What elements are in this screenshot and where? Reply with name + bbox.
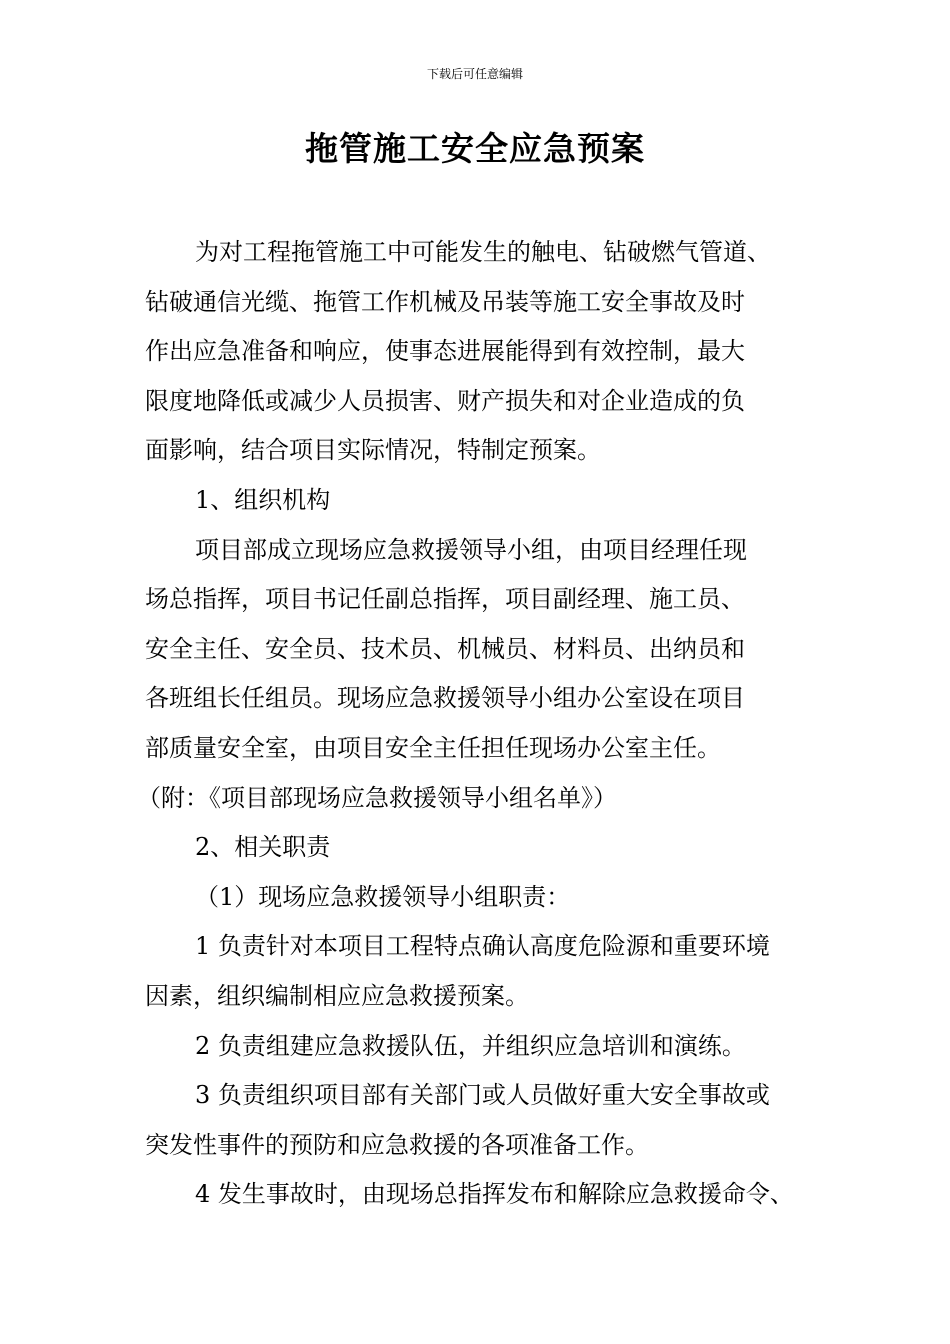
- section-2-heading: 2、相关职责: [195, 833, 331, 862]
- intro-line-3: 作出应急准备和响应，使事态进展能得到有效控制，最大: [145, 337, 745, 366]
- organization-paragraph: [137, 526, 825, 824]
- duty-1-line-1: 1 负责针对本项目工程特点确认高度危险源和重要环境: [195, 932, 770, 961]
- document-title: 拖管施工安全应急预案: [305, 129, 645, 168]
- section-heading-duties: [145, 823, 825, 873]
- duty-item-2: [145, 1022, 825, 1072]
- duty-2-line-1: 2 负责组建应急救援队伍，并组织应急培训和演练。: [195, 1031, 746, 1060]
- intro-line-4: 限度地降低或减少人员损害、财产损失和对企业造成的负: [145, 386, 745, 415]
- org-line-3: 安全主任、安全员、技术员、机械员、材料员、出纳员和: [145, 634, 745, 663]
- duty-item-1: [145, 922, 825, 1021]
- duty-item-4: [145, 1170, 825, 1220]
- org-line-1: 项目部成立现场应急救援领导小组，由项目经理任现: [195, 535, 747, 564]
- section-2-sub-1: （1）现场应急救援领导小组职责：: [195, 882, 571, 911]
- duties-subheading: [145, 873, 825, 923]
- duty-4-line-1: 4 发生事故时，由现场总指挥发布和解除应急救援命令、: [195, 1180, 794, 1209]
- document-body: [137, 228, 825, 1220]
- intro-paragraph: [145, 228, 825, 476]
- duty-item-3: [145, 1071, 825, 1170]
- page-header-note: 下载后可任意编辑: [426, 67, 523, 81]
- duty-3-line-2: 突发性事件的预防和应急救援的各项准备工作。: [145, 1130, 649, 1159]
- org-line-4: 各班组长任组员。现场应急救援领导小组办公室设在项目: [145, 684, 745, 713]
- org-line-5: 部质量安全室，由项目安全主任担任现场办公室主任。: [145, 733, 721, 762]
- org-line-6: （附：《项目部现场应急救援领导小组名单》）: [137, 783, 617, 812]
- intro-line-2: 钻破通信光缆、拖管工作机械及吊装等施工安全事故及时: [145, 287, 745, 316]
- org-line-2: 场总指挥，项目书记任副总指挥，项目副经理、施工员、: [145, 585, 745, 614]
- section-heading-organization: [145, 476, 825, 526]
- intro-line-1: 为对工程拖管施工中可能发生的触电、钻破燃气管道、: [195, 238, 771, 266]
- section-1-heading: 1、组织机构: [195, 485, 331, 514]
- duty-1-line-2: 因素，组织编制相应应急救援预案。: [145, 981, 529, 1010]
- duty-3-line-1: 3 负责组织项目部有关部门或人员做好重大安全事故或: [195, 1081, 770, 1110]
- intro-line-5: 面影响，结合项目实际情况，特制定预案。: [145, 436, 601, 465]
